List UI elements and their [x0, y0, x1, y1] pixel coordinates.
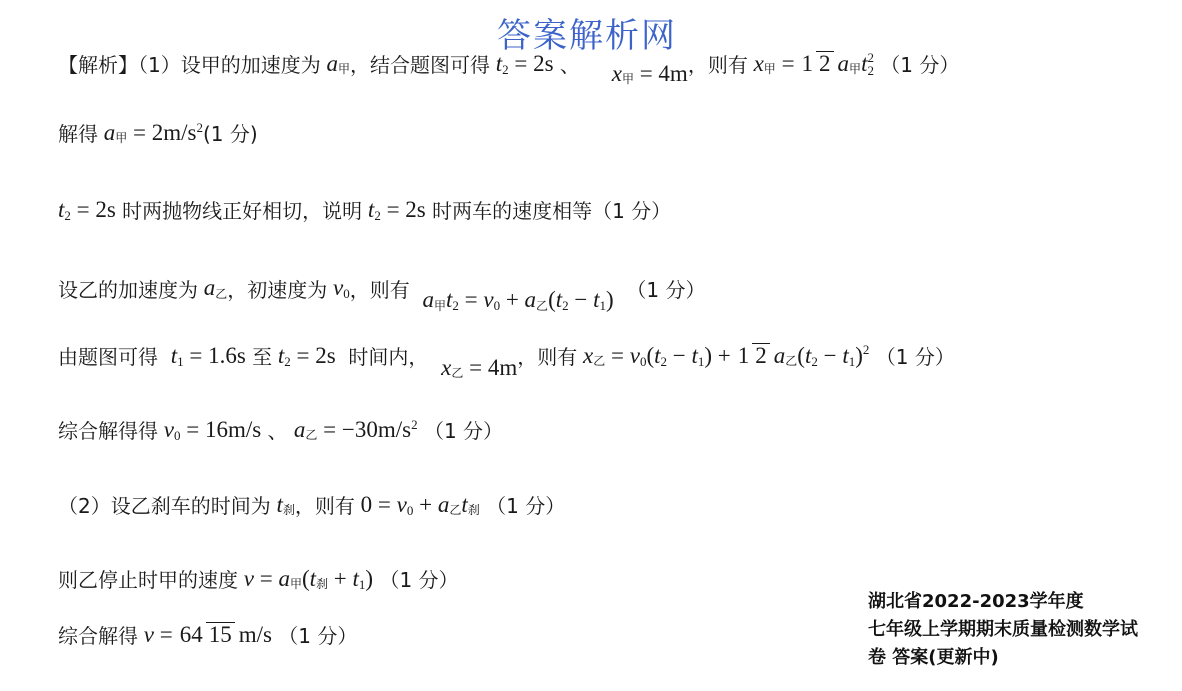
side-note-line: 七年级上学期期末质量检测数学试 [868, 619, 1138, 640]
solution-line-4: 设乙的加速度为 a 乙 ，初速度为 v 0 ，则有 a 甲 t 2 = v 0 + a 乙 ( t 2 − t 1 ) （1 分） [58, 275, 706, 313]
solution-line-7: （2）设乙刹车的时间为 t 刹 ，则有 0 = v 0 + a 乙 t 刹 （1 分） [58, 491, 566, 518]
side-note-line: 卷 答案(更新中) [868, 647, 999, 668]
fraction-64-15: 64 15 [177, 622, 235, 647]
solution-line-5: 由题图可得 t 1 = 1.6s 至 t 2 = 2s 时间内， x 乙 = 4m ，则有 x 乙 = v 0 ( t 2 − t 1 ) + 1 2 a 乙 ( t 2 − t 1 ) 2 （1 分） [58, 341, 955, 380]
fraction-half: 1 2 [799, 51, 834, 76]
fraction-half: 1 2 [735, 343, 770, 368]
solution-line-3: t 2 = 2s 时两抛物线正好相切，说明 t 2 = 2s 时两车的速度相等（1 分） [58, 196, 672, 223]
side-note-line: 湖北省2022-2023学年度 [868, 591, 1084, 612]
solution-line-2: 解得 a 甲 = 2m/s 2 (1 分) [58, 119, 258, 146]
solution-line-1: 【解析】（1）设甲的加速度为 a 甲 ，结合题图可得 t 2 = 2s 、 x 甲 = 4m ，则有 x 甲 = 1 2 a 甲 t 2 2 （1 分） [58, 49, 960, 86]
solution-line-8: 则乙停止时甲的速度 v = a 甲 ( t 刹 + t 1 ) （1 分） [58, 565, 459, 592]
side-note [868, 588, 1180, 672]
solution-line-6: 综合解得得 v 0 = 16m/s 、 a 乙 = −30m/s 2 （1 分） [58, 416, 504, 443]
watermark: 答案解析网 [497, 16, 677, 56]
solution-line-9: 综合解得 v = 64 15 m/s （1 分） [58, 621, 358, 648]
